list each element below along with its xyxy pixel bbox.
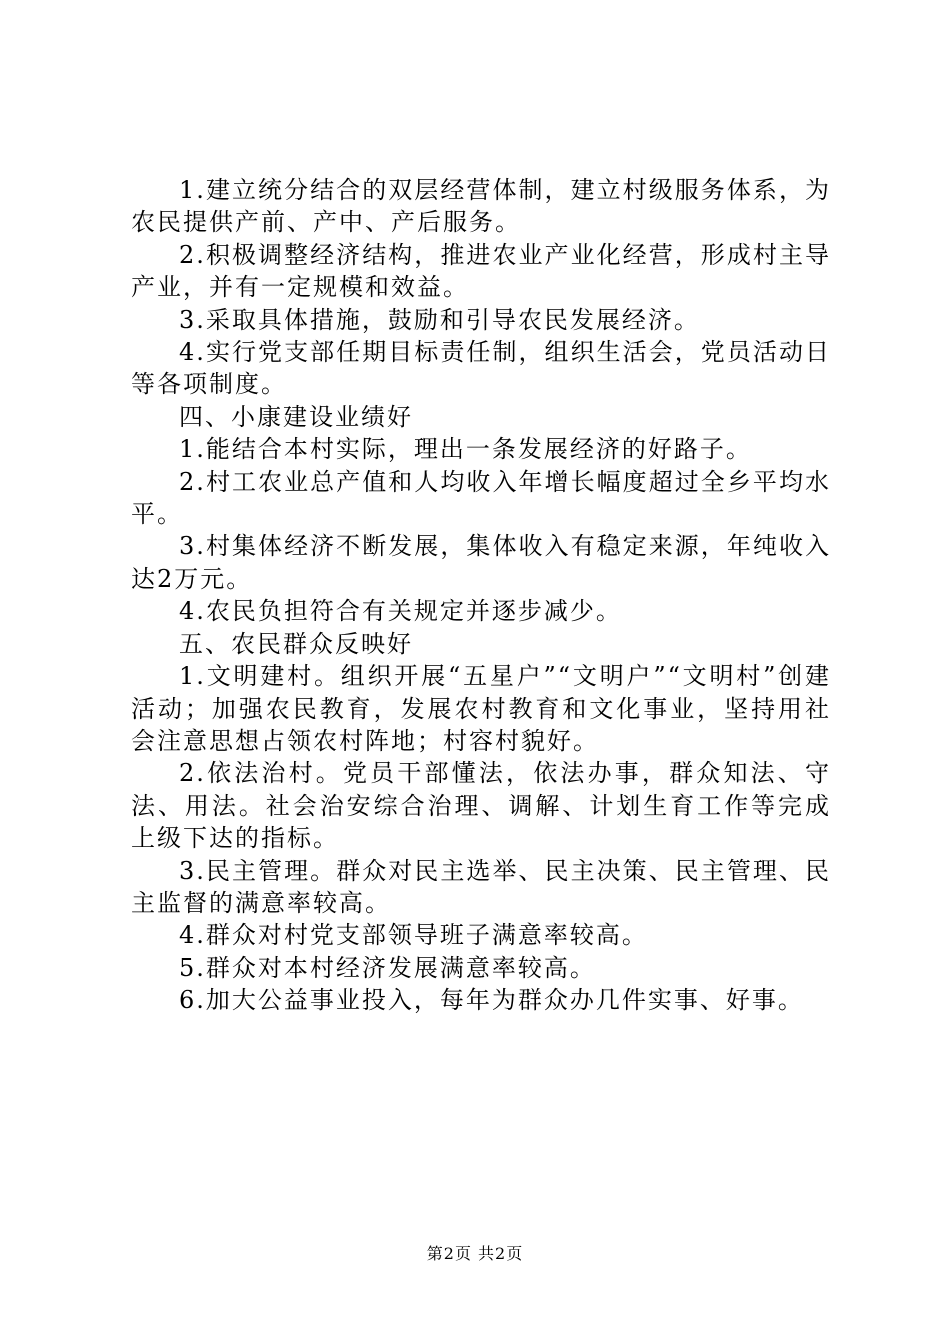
paragraph: 2.依法治村。党员干部懂法，依法办事，群众知法、守法、用法。社会治安综合治理、调解、计划生育工作等完成上级下达的指标。 — [131, 759, 831, 853]
paragraph: 6.加大公益事业投入，每年为群众办几件实事、好事。 — [179, 986, 804, 1015]
paragraph: 2.积极调整经济结构，推进农业产业化经营，形成村主导产业，并有一定规模和效益。 — [131, 240, 831, 302]
paragraph: 3.采取具体措施，鼓励和引导农民发展经济。 — [179, 305, 700, 334]
paragraph: 5.群众对本村经济发展满意率较高。 — [179, 953, 596, 982]
paragraph: 1.能结合本村实际，理出一条发展经济的好路子。 — [179, 435, 752, 464]
section-heading: 四、小康建设业绩好 — [179, 402, 413, 431]
paragraph: 3.民主管理。群众对民主选举、民主决策、民主管理、民主监督的满意率较高。 — [131, 856, 831, 917]
document-body — [131, 174, 831, 1017]
paragraph: 4.农民负担符合有关规定并逐步减少。 — [179, 597, 622, 626]
paragraph: 3.村集体经济不断发展，集体收入有稳定来源，年纯收入达2万元。 — [131, 532, 831, 593]
section-heading: 五、农民群众反映好 — [179, 629, 413, 658]
paragraph: 1.文明建村。组织开展“五星户”“文明户”“文明村”创建活动；加强农民教育，发展农村教育和文化事业，坚持用社会注意思想占领农村阵地；村容村貌好。 — [131, 662, 831, 755]
paragraph: 4.实行党支部任期目标责任制，组织生活会，党员活动日等各项制度。 — [131, 338, 831, 399]
paragraph: 4.群众对村党支部领导班子满意率较高。 — [179, 921, 648, 950]
page-number-footer: 第2页 共2页 — [426, 1244, 524, 1263]
paragraph: 2.村工农业总产值和人均收入年增长幅度超过全乡平均水平。 — [131, 467, 831, 529]
paragraph: 1.建立统分结合的双层经营体制，建立村级服务体系，为农民提供产前、产中、产后服务。 — [131, 176, 831, 237]
